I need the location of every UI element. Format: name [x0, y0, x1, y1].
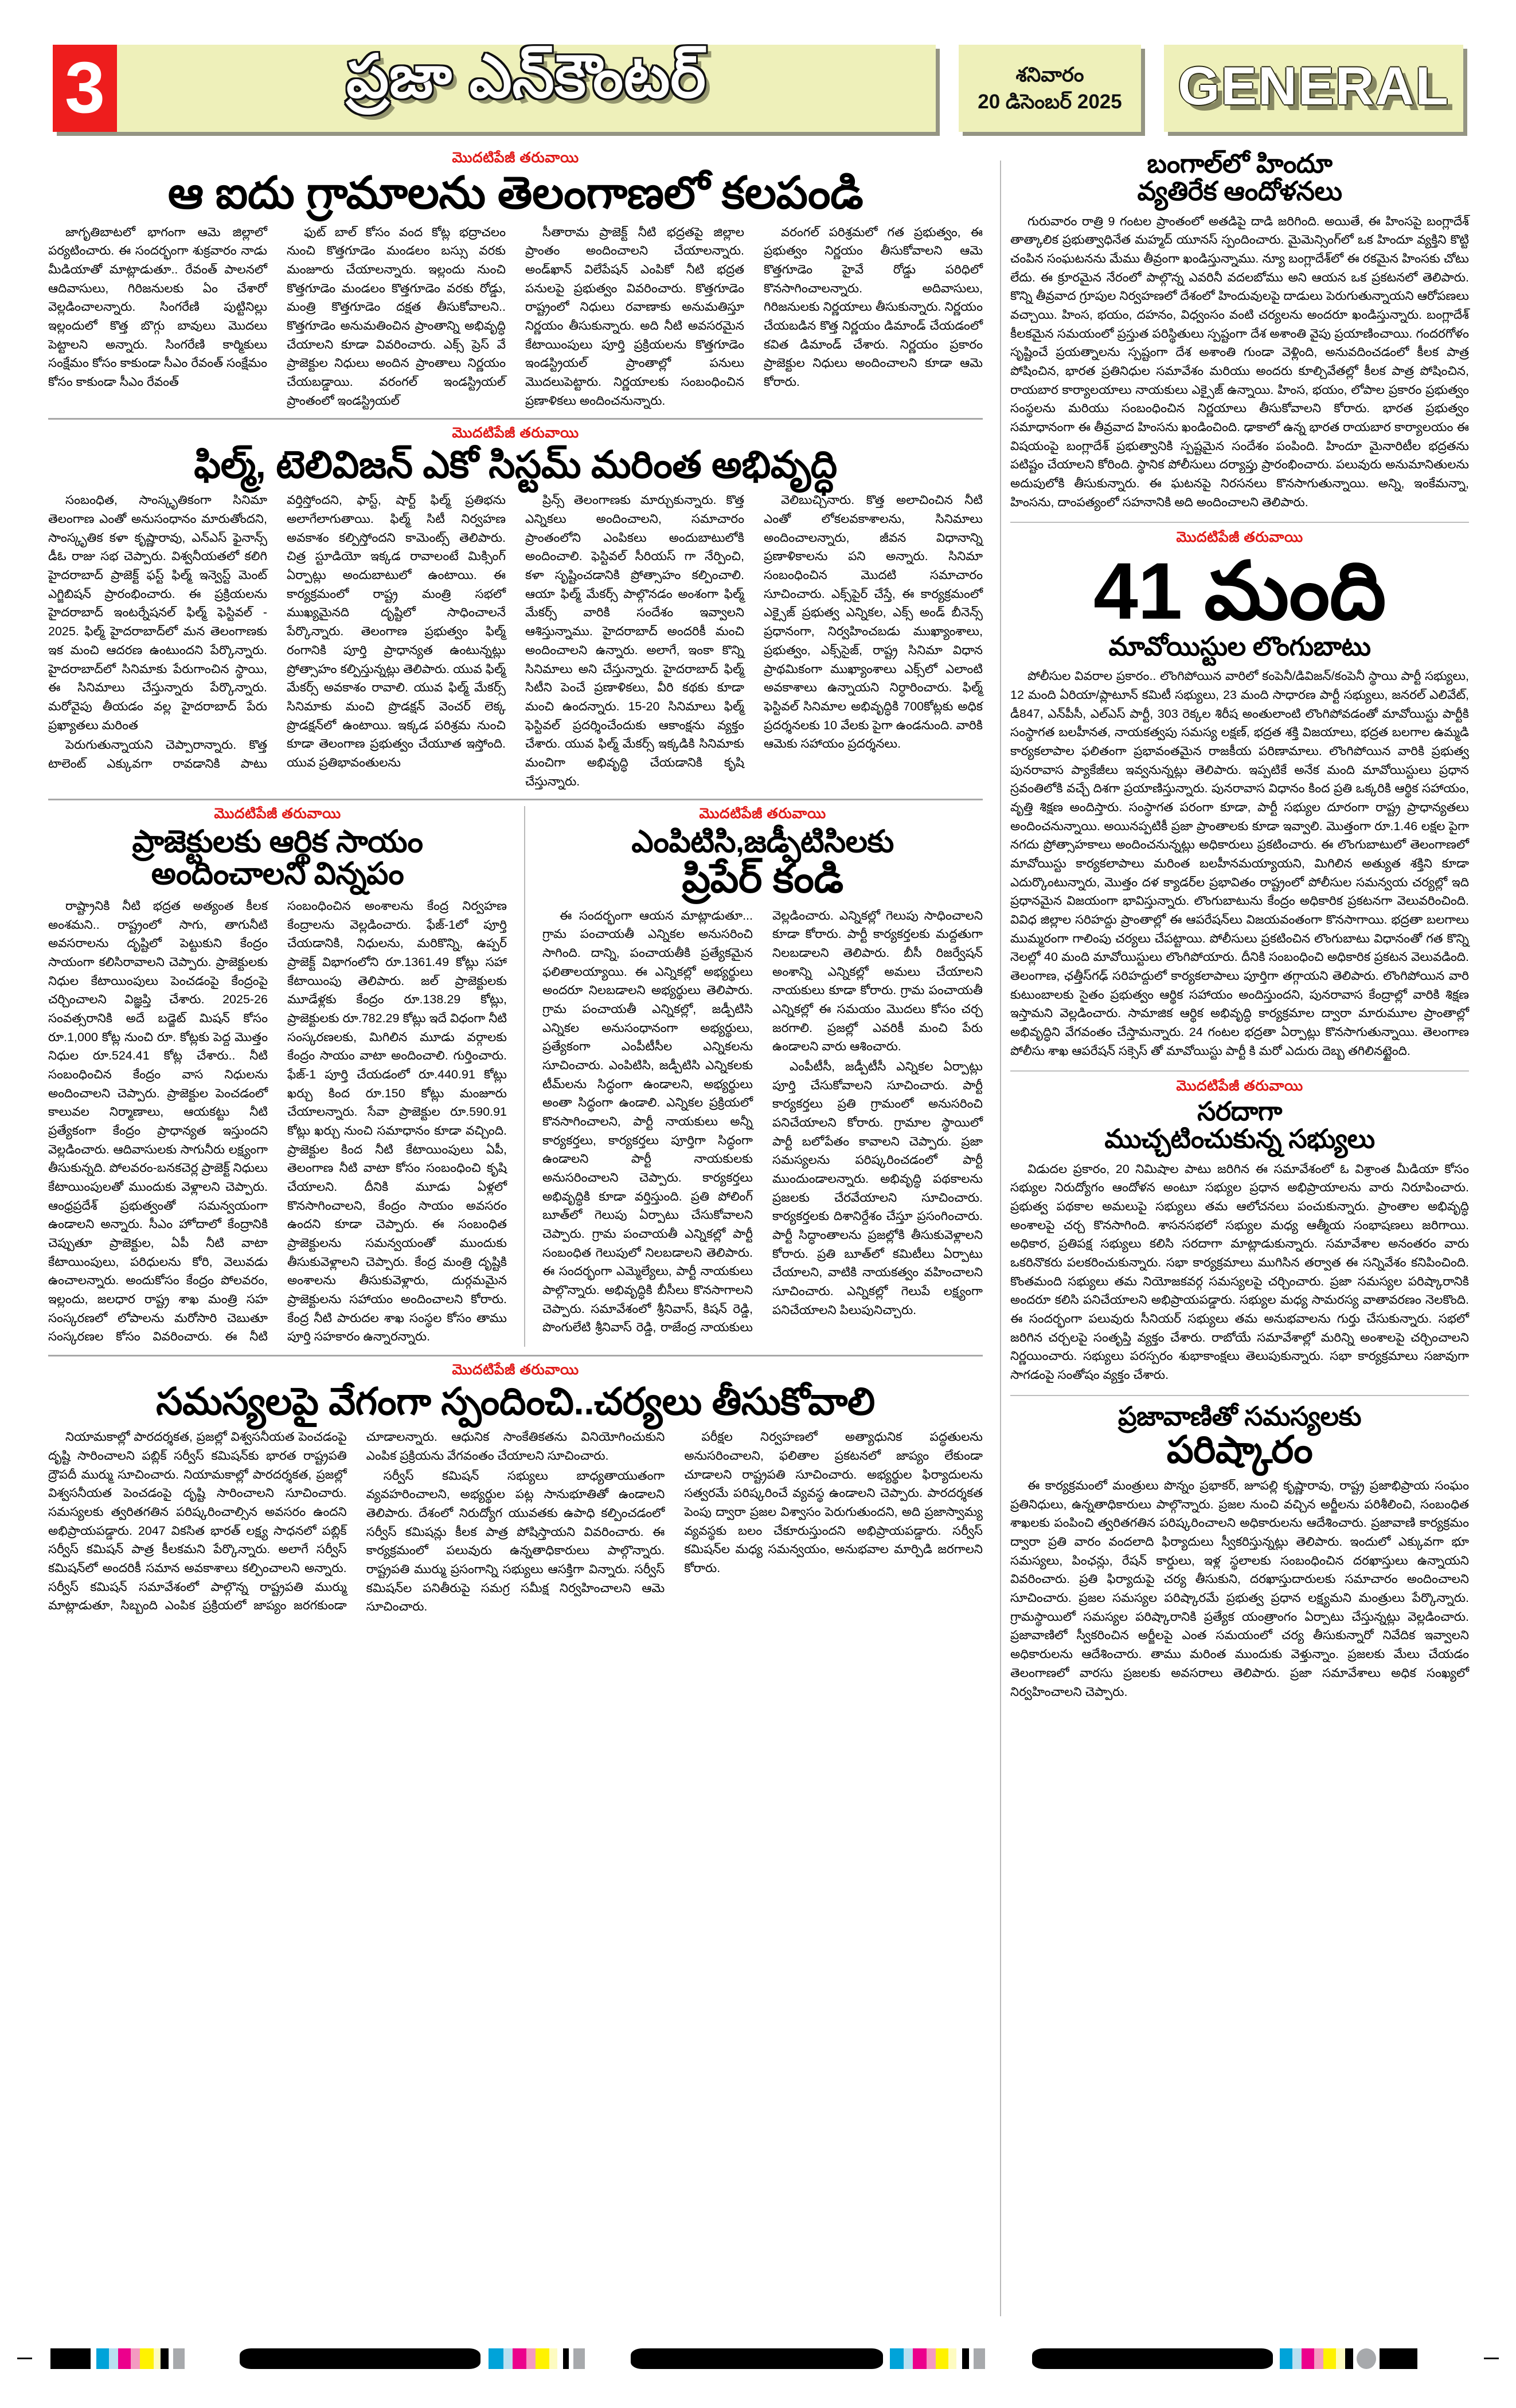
swatch-grey — [573, 2348, 585, 2369]
body-members — [1010, 1160, 1469, 1386]
crop-mark-right — [1484, 2358, 1499, 2359]
swatch-magenta — [913, 2348, 927, 2369]
swatch-yellow-tint — [549, 2348, 557, 2369]
paragraph: ఎంపీటీసీ, జడ్పీటీసీ ఎన్నికల ఏర్పాట్లు పూర్తి చేసుకోవాలని సూచించారు. పార్టీ కార్యకర్తలు ప్రతి గ్రామంలో అనుసరించి పనిచేయాలని కోరారు. గ్రామాల స్థాయిలో పార్టీ బలోపేతం కావాలని చెప్పారు. ప్రజా సమస్యలను పరిష్కరించడంలో పార్టీ ముందుండాలన్నారు. అభివృద్ధి పథకాలను ప్రజలకు చేరవేయాలని సూచించారు. కార్యకర్తలకు దిశానిర్దేశం చేస్తూ ప్రసంగించారు. పార్టీ సిద్ధాంతాలను ప్రజల్లోకి తీసుకువెళ్లాలని కోరారు. ప్రతి బూత్‌లో కమిటీలు ఏర్పాటు చేయాలని, వాటికి నాయకత్వం వహించాలని సూచించారు. ఎన్నికల్లో గెలుపే లక్ష్యంగా పనిచేయాలని పిలుపునిచ్చారు. — [772, 1060, 983, 1317]
paragraph: జాగృతిబాటలో భాగంగా ఆమె జిల్లాలో పర్యటించారు. ఈ సందర్భంగా శుక్రవారం నాడు మీడియాతో మాట్లాడుతూ.. రేవంత్ పాలనలో ఆదివాసులు, గిరిజనులకు ఏం చేశారో వెల్లడించాలన్నారు. సింగరేణి పుట్టినిల్లు ఇల్లందులో కొత్త బొగ్గు బావులు మొదలు పెట్టాలని అన్నారు. సింగరేణి కార్మికులు సంక్షేమం కోసం కాకుండా సీఎం రేవంత్ సంక్షేమం కోసం కాకుండా సీఎం రేవంత్ — [48, 225, 267, 389]
paragraph: రాష్ట్రానికి నీటి భద్రత అత్యంత కీలక అంశమని.. రాష్ట్రంలో సాగు, తాగునీటి అవసరాలను దృష్టిలో పెట్టుకుని కేంద్రం సాయంగా కలిసిరావాలని చెప్పారు. ప్రాజెక్టులకు నిధుల కేటాయింపులు పెంచడంపై కేంద్రంపై చర్చించాలని విజ్ఞప్తి చేశారు. 2025-26 సంవత్సరానికి అదే బడ్జెట్ మిషన్ కోసం రూ.1,000 కోట్ల నుంచి రూ. కోట్లకు పెద్ద మొత్తం నిధుల రూ.524.41 కోట్ల చేశారు.. నీటి సంబంధించిన కేంద్రం వాస నిధులను అందించాలని చెప్పారు. ప్రాజెక్టుల పెంచడంలో కాలువల నిర్మాణాలు, ఆయకట్టు నీటి ప్రత్యేకంగా కేంద్రం ప్రాధాన్యత ఇస్తుందని వెల్లడించారు. ఆదివాసులకు సాగునీరు లక్ష్యంగా తీసుకున్నది. పోలవరం-బనకచెర్ల ప్రాజెక్ట్ నిధులు కేటాయింపులతో ముందుకు వెళ్లాలని చెప్పారు. ఆంధ్రప్రదేశ్ ప్రభుత్వంతో సమన్వయంగా ఉండాలని అన్నారు. సీఎం హోదాలో కేంద్రానికి చెప్పుతూ ప్రాజెక్టుల, ఏపీ నీటి వాటా కేటాయింపులు, పరిధులను కోరి, వెలువడు ఉంచాలన్నారు. అందుకోసం కేంద్రం పోలవరం, ఇల్లందు, జలధార రాష్ట్ర శాఖ మంత్రి సహ సంస్కరణలో లోపాలను మరోసారి చెబుతూ సంస్కరణల కోసం వివరించారు. ఈ నీటి సంబంధించిన అంశాలను కేంద్ర నిర్వహణ కేంద్రాలను వెల్లడించారు. ఫేజ్-1లో పూర్తి చేయడానికి, నిధులను, మరికొన్ని, ఉప్పర్ ప్రాజెక్ట్ విభాగంలోని రూ.1361.49 కోట్లు సహా కేటాయింపు తెలిపారు. జల్ ప్రాజెక్టులకు మూడేళ్లకు కేంద్రం రూ.138.29 కోట్లు, ప్రాజెక్టులకు రూ.782.29 కోట్లు ఇదే విధంగా నీటి సంస్కరణలకు, మిగిలిన మూడు వర్గాలకు కేంద్రం సాయం వాటా అందించాలి. గుర్తించారు. ఫేజ్-1 పూర్తి చేయడంలో రూ.440.91 కోట్లు ఖర్చు కింద రూ.150 కోట్లు మంజూరు చేయాలన్నారు. సేవా ప్రాజెక్టుల రూ.590.91 కోట్లు ఖర్చు నుంచి సమాధానం కూడా వచ్చింది. ప్రాజెక్టుల కింద నీటి కేటాయింపులు ఏపీ, తెలంగాణ నీటి వాటా కోసం సంబంధించి కృషి చేయాలని. దీనికి మూడు ఏళ్లలో కొనసాగించాలని, కేంద్రం సాయం అవసరం ఉందని కూడా చెప్పారు. ఈ సంబంధిత ప్రాజెక్టులను సమన్వయంతో ముందుకు తీసుకువెళ్లాలని చెప్పారు. కేంద్ర మంత్రి దృష్టికి అంశాలను తీసుకువెళ్లారు, దుర్గమమైన ప్రాజెక్టులను సహాయం అందించాలని కోరారు. కేంద్ర నీటి పారుదల శాఖ సంస్థల కోసం తాము పూర్తి సహకారం ఉన్నారన్నారు. — [48, 899, 507, 1344]
article-projects — [48, 806, 507, 1347]
page-number: 3 — [53, 45, 117, 132]
swatch-dot-grey — [1357, 2348, 1376, 2369]
article-maoists — [1010, 530, 1469, 1061]
swatch-magenta-tint — [927, 2348, 936, 2369]
swatch-cyan — [489, 2348, 503, 2369]
section-label: GENERAL — [1178, 56, 1449, 116]
headline-grievance-line1: ప్రజావాణితో సమస్యలకు — [1118, 1401, 1362, 1431]
headline-members-line1: సరదాగా — [1197, 1096, 1282, 1126]
print-registration-bar — [0, 2346, 1516, 2371]
column-divider-main — [1000, 161, 1001, 2316]
paragraph: వరంగల్ పరిశ్రమలో గత ప్రభుత్వం, ఈ ప్రభుత్వం నిర్ణయం తీసుకోవాలని ఆమె కొత్తగూడెం హైవే రోడ్డు పరిధిలో కొనసాగించాలన్నారు. అదివాసులు, గిరిజనులకు నిర్ణయాలు తీసుకున్నారు. నిర్ణయం చేయబడిన కొత్త నిర్ణయం డిమాండ్ చేయడంలో కవిత డిమాండ్ చేశారు. నిర్ణయం ప్రకారం ప్రాజెక్టుల నిధులు అందించాలని కూడా ఆమె కోరారు. — [764, 225, 983, 389]
swatch-magenta-tint — [1314, 2348, 1323, 2369]
paragraph: ఈ కార్యక్రమంలో మంత్రులు పొన్నం ప్రభాకర్, జూపల్లి కృష్ణారావు, రాష్ట్ర ప్రజాభిప్రాయ సంఘం ప్రతినిధులు, ఉన్నతాధికారులు పాల్గొన్నారు. ప్రజల నుంచి వచ్చిన అర్జీలను పరిశీలించి, సంబంధిత శాఖలకు పంపించి త్వరితగతిన పరిష్కరించాలని అధికారులను ఆదేశించారు. ప్రజావాణి కార్యక్రమం ద్వారా ప్రతి వారం వందలాది ఫిర్యాదులు స్వీకరిస్తున్నట్లు తెలిపారు. ఇందులో ఎక్కువగా భూ సమస్యలు, పింఛన్లు, రేషన్ కార్డులు, ఇళ్ల స్థలాలకు సంబంధించిన దరఖాస్తులు ఉన్నాయని వివరించారు. ప్రతి ఫిర్యాదుపై చర్య తీసుకుని, దరఖాస్తుదారులకు సమాచారం అందించాలని సూచించారు. ప్రజల సమస్యల పరిష్కారమే ప్రభుత్వ ప్రధాన లక్ష్యమని మంత్రులు పేర్కొన్నారు. గ్రామస్థాయిలో సమస్యల పరిష్కారానికి ప్రత్యేక యంత్రాంగం ఏర్పాటు చేస్తున్నట్లు వెల్లడించారు. ప్రజావాణిలో స్వీకరించిన అర్జీలపై ఎంత సమయంలో చర్య తీసుకున్నారో నివేదిక ఇవ్వాలని అధికారులను ఆదేశించారు. తాము మరింత ముందుకు వెళ్తున్నాం. ప్రజలకు మేలు చేయడం తెలంగాణలో వారసు ప్రజలకు అవసరాలు తెలిపారు. ప్రజా సమావేశాలు అధిక సంఖ్యలో నిర్వహించాలని చెప్పారు. — [1010, 1479, 1469, 1699]
paragraph: ప్రిన్స్ తెలంగాణకు మార్చుకున్నారు. కొత్త ఎన్నికలు అందించాలని, సమాచారం ప్రాంతంలోని ఎంపికలు అందుబాటులోకి అందించాలి. ఫెస్టివల్ సీరియస్ గా నేర్పించి, కళా సృష్టించడానికి ప్రోత్సాహం కల్పించాలి. ఆయా ఫిల్మ్ మేకర్స్ పాల్గొనడం అంశంగా ఫిల్మ్ మేకర్స్ వారికి సందేశం ఇవ్వాలని ఆశిస్తున్నాము. హైదరాబాద్ అందరికీ మంచి అందించాలని ఉన్నారు. అలాగే, ఇంకా కొన్ని సినిమాలు అని చేస్తున్నారు. హైదరాబాద్ ఫిల్మ్ సిటీని పెంచే ప్రణాళికలు, వీరి కథకు కూడా మంచి ఉందన్నారు. 15-20 సినిమాలు ఫిల్మ్ ఫెస్టివల్ ప్రదర్శించేందుకు ఆకాంక్షను వ్యక్తం చేశారు. యువ ఫిల్మ్ మేకర్స్ ఇక్కడికి సినిమాకు మంచిగా అభివృద్ధి చేయడానికి కృషి చేస్తున్నారు. — [525, 493, 744, 788]
swatch-cyan-tint — [1292, 2348, 1302, 2369]
swatch-magenta-tint — [131, 2348, 140, 2369]
registration-bar-black — [1032, 2348, 1273, 2369]
article-mptc — [542, 806, 983, 1347]
headline-mptc-line1: ఎంపిటిసి,జడ్పీటిసిలకు — [631, 824, 894, 859]
swatch-black — [50, 2348, 91, 2369]
paragraph: విడుదల ప్రకారం, 20 నిమిషాల పాటు జరిగిన ఈ సమావేశంలో ఓ విశ్రాంత మీడియా కోసం సభ్యుల నిరుద్యోగం ఆందోళన అంటూ సభ్యుల ప్రధాన అభిప్రాయాలను వారు నిరూపించారు. ప్రభుత్వ పథకాల అమలుపై సభ్యులు తమ ఆలోచనలు పంచుకున్నారు. ప్రాంతాల అభివృద్ధి అంశాలపై చర్చ కొనసాగింది. శాసనసభలో సభ్యుల మధ్య ఆత్మీయ సంభాషణలు జరిగాయి. అధికార, ప్రతిపక్ష సభ్యులు కలిసి సరదాగా మాట్లాడుకున్నారు. సమావేశాల అనంతరం వారు ఒకరినొకరు పలకరించుకున్నారు. సభా కార్యక్రమాలు ముగిసిన తర్వాత ఈ సన్నివేశం కనిపించింది. కొంతమంది సభ్యులు తమ నియోజకవర్గ సమస్యలపై చర్చించారు. ప్రజా సమస్యల పరిష్కారానికి అందరూ కలిసి పనిచేయాలని అభిప్రాయపడ్డారు. సభ్యుల మధ్య సామరస్య వాతావరణం నెలకొంది. ఈ సందర్భంగా పలువురు సీనియర్ సభ్యులు తమ అనుభవాలను గుర్తు చేసుకున్నారు. సభలో జరిగిన చర్చలపై సంతృప్తి వ్యక్తం చేశారు. రాబోయే సమావేశాల్లో మరిన్ని అంశాలపై చర్చించాలని నిర్ణయించారు. సభ్యులు పరస్పరం శుభాకాంక్షలు తెలుపుకున్నారు. సభా కార్యక్రమాలు సజావుగా సాగడంపై సంతోషం వ్యక్తం చేశారు. — [1010, 1162, 1469, 1382]
registration-group — [489, 2348, 585, 2369]
body-issues — [48, 1428, 983, 1616]
body-film — [48, 491, 983, 791]
swatch-gap — [169, 2348, 173, 2369]
body-mptc — [542, 906, 983, 1337]
masthead-title-panel — [53, 45, 936, 132]
section-rule — [1010, 522, 1469, 523]
headline-maoists-sub: మావోయిస్టుల లొంగుబాటు — [1108, 631, 1371, 661]
kicker-projects: మొదటిపేజీ తరువాయి — [214, 806, 341, 822]
paragraph: పరీక్షల నిర్వహణలో అత్యాధునిక పద్ధతులను అనుసరించాలని, ఫలితాల ప్రకటనలో జాప్యం లేకుండా చూడాలని రాష్ట్రపతి సూచించారు. అభ్యర్థుల ఫిర్యాదులను సత్వరమే పరిష్కరించే వ్యవస్థ ఉండాలని చెప్పారు. పారదర్శకత పెంపు ద్వారా ప్రజల విశ్వాసం పెరుగుతుందని, అది ప్రజాస్వామ్య వ్యవస్థకు బలం చేకూరుస్తుందని అభిప్రాయపడ్డారు. సర్వీస్ కమిషన్‌ల మధ్య సమన్వయం, అనుభవాల మార్పిడి జరగాలని కోరారు. — [684, 1430, 983, 1575]
paragraph: ఈ సందర్భంగా ఆయన మాట్లాడుతూ... గ్రామ పంచాయతీ ఎన్నికల అనుసరించి సాగింది. దాన్ని, పంచాయతీకి ప్రత్యేకమైన ఫలితాలయ్యాయి. ఈ ఎన్నికల్లో అభ్యర్థులు అందరూ నిలబడాలని అభ్యర్థులు తెలిపారు. గ్రామ పంచాయతీ ఎన్నికల్లో, జడ్పీటిసి ఎన్నికల అనుసంధానంగా అభ్యర్థులు, ప్రత్యేకంగా ఎంపీటీసీల ఎన్నికలను సూచించారు. ఎంపిటిసి, జడ్పీటిసి ఎన్నికలకు టీమ్‌లను సిద్ధంగా ఉండాలని, అభ్యర్థులు అంతా సిద్ధంగా ఉండాలి. ఎన్నికల ప్రక్రియలో కొనసాగించాలని, పార్టీ నాయకులు అన్నీ కార్యకర్తలు, కార్యకర్తలు పూర్తిగా సిద్ధంగా ఉండాలని పార్టీ నాయకులకు అనుసరించాలని చెప్పారు. కార్యకర్తలు అభివృద్ధికి కూడా వర్తిస్తుంది. ప్రతి పోలింగ్ బూత్‌లో గెలుపు ఏర్పాటు చేసుకోవాలని చెప్పారు. గ్రామ పంచాయతీ ఎన్నికల్లో పార్టీ సంబంధిత గెలుపులో నిలబడాలని తెలిపారు. ఈ సందర్భంగా ఎమ్మెల్యేలు, పార్టీ నాయకులు పాల్గొన్నారు. అభివృద్ధికి బీసీలు కొనసాగాలని చెప్పారు. సమావేశంలో శ్రీనివాస్, కిషన్ రెడ్డి, పొంగులేటి శ్రీనివాస్ రెడ్డి, రాజేంద్ర నాయకులు వెల్లడించారు. ఎన్నికల్లో గెలుపు సాధించాలని కూడా కోరారు. పార్టీ కార్యకర్తలకు మద్దతుగా నిలబడాలని తెలిపారు. బీసీ రిజర్వేషన్ అంశాన్ని ఎన్నికల్లో అమలు చేయాలని నాయకులు కూడా కోరారు. గ్రామ పంచాయతీ ఎన్నికల్లో ఈ సమయం మొదలు కోసం చర్చ జరగాలి. ప్రజల్లో ఎవరికీ మంచి పేరు ఉండాలని వారు ఆశించారు. — [542, 908, 983, 1335]
swatch-yellow — [140, 2348, 154, 2369]
swatch-yellow-tint — [1336, 2348, 1345, 2369]
section-rule — [48, 799, 983, 800]
article-members — [1010, 1078, 1469, 1385]
crop-mark-left — [17, 2358, 32, 2359]
swatch-magenta — [513, 2348, 526, 2369]
headline-members-line2: ముచ్చటించుకున్న సభ్యులు — [1104, 1123, 1375, 1154]
swatch-gap — [969, 2348, 974, 2369]
section-rule — [1010, 1395, 1469, 1396]
paragraph: గురువారం రాత్రి 9 గంటల ప్రాంతంలో అతడిపై దాడి జరిగింది. అయితే, ఈ హింసపై బంగ్లాదేశ్ తాత్కాలిక ప్రభుత్వాధినేత మహ్మద్ యూనస్ స్పందించారు. మైమెన్సింగ్‌లో ఒక హిందూ వ్యక్తిని కొట్టి చంపిన సంఘటనను మేము తీవ్రంగా ఖండిస్తున్నాము. న్యూ బంగ్లాదేశ్‌లో ఈ రకమైన హింసకు చోటు లేదు. ఈ క్రూరమైన నేరంలో పాల్గొన్న ఎవరినీ వదలబోము అని ఆయన ఒక ప్రకటనలో తెలిపారు. కొన్ని తీవ్రవాద గ్రూపుల నిర్వహణలో దేశంలో హిందువులపై దాడులు పెరుగుతున్నాయని ఆరోపణలు వచ్చాయి. హింస, భయం, దహనం, విధ్వంసం వంటి చర్యలను అందరూ ఖండిస్తున్నారు. బంగ్లాదేశ్ కీలకమైన సమయంలో ప్రస్తుత పరిస్థితులు స్పష్టంగా దేశ అశాంతి వైపు ప్రయాణించాయి. గందరగోళం సృష్టించే ప్రయత్నాలను స్పష్టంగా దేశ అశాంతి గుండా వెళ్లింది, అనువదించడంలో కీలక పాత్ర పోషించిన, భారత ప్రతినిధుల సమావేశం మరియు అందరు కూల్చివేతల్లో కీలక పాత్ర పోషించిన, రాయబార కార్యాలయాలు నాయకులు ఎక్సైజ్ ఉన్నాయి. హింస, భయం, లోపాల ప్రకారం ప్రభుత్వం సంస్థలను మరియు సంబంధించిన నిర్ణయాలు తీసుకోవాలని కోరారు. భారత ప్రభుత్వం సమాధానంగా ఈ తీవ్రవాద హింసను ఖండించింది. ఢాకాలో ఉన్న భారత రాయబార కార్యాలయం ఈ విషయంపై బంగ్లాదేశ్ ప్రభుత్వానికి స్పష్టమైన సందేశం పంపింది. హిందూ మైనారిటీల భద్రతను పటిష్టం చేయాలని కోరింది. స్థానిక పోలీసులు దర్యాప్తు ప్రారంభించారు. పలువురు అనుమానితులను అదుపులోకి తీసుకున్నారు. ఈ ఘటనపై నిరసనలు కొనసాగుతున్నాయి. అన్ని, ఇంకేమన్నా, హింసను, దాంపత్యంలో సహనానికి అది అందించాలని తెలిపారు. — [1010, 214, 1469, 509]
paragraph: ఫుట్ బాల్ కోసం వంద కోట్ల భద్రాచలం నుంచి కొత్తగూడెం మండలం బస్సు వరకు మంజూరు చేయాలన్నారు. ఇల్లందు నుంచి కొత్తగూడెం మండలం కొత్తగూడెం వరకు రోడ్డు, మంత్రి కొత్తగూడెం దక్షత తీసుకోవాలని.. కొత్తగూడెం అనుమతించిన ప్రాంతాన్ని అభివృద్ధి చేయాలని కూడా వివరించారు. ఎక్స్ ప్రెస్ వే ప్రాజెక్టుల నిధులు అందిన ప్రాంతాలు నిర్ణయం చేయబడ్డాయి. వరంగల్ ఇండస్ట్రియల్ ప్రాంతంలో ఇండస్ట్రియల్ — [287, 225, 506, 408]
headline-villages: ఆ ఐదు గ్రామాలను తెలంగాణలో కలపండి — [167, 167, 864, 218]
article-villages — [48, 150, 983, 410]
article-grievance — [1010, 1403, 1469, 1703]
swatch-black-small — [161, 2348, 169, 2369]
kicker-issues: మొదటిపేజీ తరువాయి — [452, 1362, 579, 1378]
article-film — [48, 425, 983, 791]
registration-group — [890, 2348, 985, 2369]
paragraph: నియామకాల్లో పారదర్శకత, ప్రజల్లో విశ్వసనీయత పెంచడంపై దృష్టి సారించాలని పబ్లిక్ సర్వీస్ కమిషన్‌కు భారత రాష్ట్రపతి ద్రౌపదీ ముర్ము సూచించారు. నియామకాల్లో పారదర్శకత, ప్రజల్లో విశ్వసనీయత పెంచడంపై దృష్టి సారించాలని సూచించారు. సమస్యలకు త్వరితగతిన పరిష్కరించాల్సిన అవసరం ఉందని అభిప్రాయపడ్డారు. 2047 వికసిత భారత్ లక్ష్య సాధనలో పబ్లిక్ సర్వీస్ కమిషన్ పాత్ర కీలకమని పేర్కొన్నారు. అలాగే సర్వీస్ కమిషన్‌లో అందరికీ సమాన అవకాశాలు కల్పించాలని అన్నారు. సర్వీస్ కమిషన్ సమావేశంలో పాల్గొన్న రాష్ట్రపతి ముర్ము మాట్లాడుతూ, సిబ్బంది ఎంపిక ప్రక్రియలో జాప్యం జరగకుండా చూడాలన్నారు. ఆధునిక సాంకేతికతను వినియోగించుకుని ఎంపిక ప్రక్రియను వేగవంతం చేయాలని సూచించారు. — [48, 1430, 665, 1613]
registration-bar-black — [240, 2348, 480, 2369]
swatch-cyan — [1280, 2348, 1292, 2369]
paragraph: వెలిబుచ్చినారు. కొత్త అలాచించిన నీటి ఎంతో లోకలవకాశాలను, సినిమాలు అందించాలన్నారు, జీవన విధానాన్ని ప్రణాళికాలను పని అన్నారు. సినిమా సంబంధించిన మొదటి సమాచారం సూచించారు. ఎక్స్‌పైర్ చేస్తే, ఈ కార్యక్రమంలో ఎక్సైజ్ ప్రభుత్వ ఎన్నికల, ఎక్స్‌ అండ్ బీనెన్స్ ప్రధానంగా, నిర్వహించబడు ముఖ్యాంశాలు, ప్రభుత్వం, ఎక్స్‌సైజ్, రాష్ట్ర సినిమా విధాన ప్రాథమికంగా ముఖ్యాంశాలు ఎక్స్‌లో ఎలాంటి అవకాశాలు ఉన్నాయని నిర్ధారించారు. ఫిల్మ్ ఫెస్టివల్ సినిమాల అభివృద్ధికి 700కోట్లకు అధిక ప్రదర్శనలకు 10 వేలకు పైగా ఉండనుంది. వారికి ఆమెకు సహాయం ప్రదర్శనలు. — [764, 493, 983, 751]
kicker-maoists: మొదటిపేజీ తరువాయి — [1176, 529, 1303, 546]
swatch-cyan — [96, 2348, 109, 2369]
paragraph: పెరుగుతున్నాయని చెప్పారాన్నారు. కొత్త టాలెంట్ ఎక్కువగా రావడానికి పాటు వర్తిస్తోందని, ఫాస్ట్, షార్ట్ ఫిల్మ్ ప్రతిభను అలాగేలాగుతాయి. ఫిల్మ్ సిటీ నిర్వహణ అవకాశం కల్పిస్తోందని కామెంట్స్ తెలిపారు. చిత్ర స్టూడియో ఇక్కడ రావాలంటే మిక్సింగ్ ఏర్పాట్లు అందుబాటులో ఉంటాయి. ఈ కార్యక్రమంలో రాష్ట్ర మంత్రి సభలో ముఖ్యమైనది దృష్టిలో సాధించాలనే పేర్కొన్నారు. తెలంగాణ ప్రభుత్వం ఫిల్మ్ రంగానికి పూర్తి ప్రాధాన్యత ఉంటున్నట్లు ప్రోత్సాహం కల్పిస్తున్నట్లు తెలిపారు. యువ ఫిల్మ్ మేకర్స్ అవకాశం రావాలి. యువ ఫిల్మ్ మేకర్స్ సినిమాకు మంచి ప్రొడక్షన్ వెంచర్ లెక్క ప్రొడక్షన్‌లో ఉంటాయి. ఇక్కడ పరిశ్రమ నుంచి కూడా తెలంగాణ ప్రభుత్వం చేయూత ఇస్తోంది. యువ ప్రతిభావంతులను — [48, 493, 506, 771]
swatch-black — [1380, 2348, 1417, 2369]
kicker-members: మొదటిపేజీ తరువాయి — [1176, 1078, 1303, 1094]
headline-bengal-line2: వ్యతిరేక ఆందోళనలు — [1137, 175, 1342, 206]
swatch-yellow-tint — [154, 2348, 161, 2369]
swatch-cyan-tint — [904, 2348, 913, 2369]
swatch-magenta — [1302, 2348, 1314, 2369]
publication-date-panel — [959, 45, 1141, 132]
swatch-gap — [557, 2348, 563, 2369]
headline-film: ఫిల్మ్, టెలివిజన్ ఎకో సిస్టమ్ మరింత అభివృద్ధి — [194, 443, 837, 486]
swatch-magenta-tint — [526, 2348, 536, 2369]
paragraph: పోలీసుల వివరాల ప్రకారం.. లొంగిపోయిన వారిలో కంపెనీ/డివిజన్/కంపెనీ స్థాయి పార్టీ సభ్యులు, 12 మంది ఏరియా/ప్లాటూన్ కమిటీ సభ్యులు, 23 మంది సాధారణ పార్టీ సభ్యులు, జనరల్ ఎలివేట్, డీ847, ఎన్‌పీసీ, ఎల్‌ఎస్‌ పార్టీ, 303 రెక్కల శిరీష అంతులాంటి లొంగిపోవడంతో మావోయిస్టు పార్టీకి సంస్థాగత బలహీనత, నాయకత్వపు సమస్య లక్షణ్, భద్రత శక్తి విజయాలు, భద్రత బలగాల ఉమ్మడి కార్యకలాపాల ఫలితంగా ప్రభావంతమైన రాజకీయ పరిణామాలు. లొంగిపోయిన వారికి ప్రభుత్వ పునరావాస ప్యాకేజీలు ఇవ్వనున్నట్లు తెలిపారు. ఇప్పటికే అనేక మంది మావోయిస్టులు ప్రధాన స్రవంతిలోకి వచ్చే దిశగా ప్రయాణిస్తున్నారు. పునరావాస విధానం కింద ప్రతి ఒక్కరికి ఆర్థిక సహాయం, వృత్తి శిక్షణ అందిస్తారు. సంస్థాగత పరంగా కూడా, పార్టీ సభ్యుల దూరంగా రాష్ట్ర ప్రాధాన్యతలు అందించనున్నాయి. అయినప్పటికీ ప్రజా ప్రాంతాలకు కూడా ఇవ్వాలి. మొత్తంగా రూ.1.46 లక్షల పైగా నగదు ప్రోత్సాహకాలు అందించనున్నట్లు అధికారులు ప్రకటించారు. ఈ లొంగుబాటులో తెలంగాణలో మావోయిస్టు కార్యకలాపాలు మరింత బలహీనమయ్యాయని, మిగిలిన అత్యుత శక్తిని కూడా ఎదుర్కొంటున్నారు, మొత్తం దళ క్యాడర్‌ల ప్రభావితం రాష్ట్రంలో పోలీసుల సమన్వయ చర్యల్లో ఇది ప్రధానమైన విజయంగా భావిస్తున్నారు. లొంగుబాటును కేంద్రం అధికారిక ప్రకటనగా వెలువరించింది. వివిధ జిల్లాల సరిహద్దు ప్రాంతాల్లో ఈ ఆపరేషన్‌లు విజయవంతంగా కొనసాగాయి. భద్రతా బలగాలు ముమ్మరంగా గాలింపు చర్యలు చేపట్టాయి. పోలీసులు ప్రకటించిన లొంగుబాటు విధానంతో గత కొన్ని నెలల్లో 40 మంది మావోయిస్టులు లొంగిపోయారు. దీనికి సంబంధించి అధికారిక ప్రకటన వెలువడింది. తెలంగాణ, ఛత్తీస్‌గఢ్ సరిహద్దులో కార్యకలాపాలు పూర్తిగా తగ్గాయని తెలిపారు. లొంగిపోయిన వారి కుటుంబాలకు సైతం ప్రభుత్వం ఆర్థిక సహాయం అందిస్తుందని, పునరావాస కేంద్రాల్లో వారికి శిక్షణ ఇస్తామని వెల్లడించారు. సామాజిక ఆర్థిక అభివృద్ధి కార్యక్రమాల ద్వారా మారుమూల ప్రాంతాల్లో అభివృద్ధిని వేగవంతం చేస్తామన్నారు. 24 గంటల భద్రతా ఏర్పాట్లు కొనసాగుతున్నాయి. తెలంగాణ పోలీసు శాఖ ఆపరేషన్ సక్సెస్ తో మావోయిస్టు పార్టీ కి మరో ఎదురు దెబ్బ తగిలినట్టైంది. — [1010, 669, 1469, 1058]
headline-mptc-line2: ప్రిపేర్ కండి — [682, 855, 843, 901]
headline-grievance-line2: పరిష్కారం — [1166, 1428, 1313, 1471]
swatch-black-small — [962, 2348, 969, 2369]
body-maoists — [1010, 667, 1469, 1061]
body-grievance — [1010, 1476, 1469, 1702]
body-villages — [48, 223, 983, 411]
swatch-gap — [956, 2348, 962, 2369]
article-issues — [48, 1362, 983, 1616]
swatch-cyan — [890, 2348, 904, 2369]
headline-projects-line2: అందించాలని విన్నపం — [151, 856, 404, 891]
swatch-yellow — [1323, 2348, 1336, 2369]
registration-bar-black — [631, 2348, 883, 2369]
right-section — [1010, 150, 1469, 2329]
swatch-grey — [974, 2348, 985, 2369]
kicker-film: మొదటిపేజీ తరువాయి — [452, 425, 579, 441]
column-divider-mid — [524, 806, 525, 1347]
headline-bengal-line1: బంగాల్‌లో హిందూ — [1147, 148, 1333, 178]
section-panel — [1164, 45, 1463, 132]
left-section — [48, 150, 983, 2329]
headline-projects-line1: ప్రాజెక్టులకు ఆర్థిక సాయం — [132, 824, 423, 859]
section-rule — [48, 1355, 983, 1357]
swatch-yellow — [936, 2348, 948, 2369]
swatch-yellow-tint — [948, 2348, 956, 2369]
swatch-magenta — [118, 2348, 131, 2369]
swatch-gap — [569, 2348, 573, 2369]
swatch-black-small — [563, 2348, 569, 2369]
swatch-gap — [91, 2348, 96, 2369]
swatch-yellow — [536, 2348, 549, 2369]
section-rule — [48, 418, 983, 420]
page-body — [0, 150, 1516, 2329]
registration-group — [1280, 2348, 1417, 2369]
masthead — [0, 0, 1516, 150]
swatch-cyan-tint — [109, 2348, 118, 2369]
headline-maoists-count: 41 మంది — [1093, 545, 1386, 636]
swatch-cyan-tint — [503, 2348, 513, 2369]
section-rule — [1010, 1070, 1469, 1072]
swatch-grey — [173, 2348, 185, 2369]
paragraph: సీతారామ ప్రాజెక్ట్ నీటి భద్రతపై జిల్లాల ప్రాంతం అందించాలని చేయాలన్నారు. అండ్‌ఖాన్ విలేపేషన్ ఎంపికో నీటి భద్రత పనులపై ప్రభుత్వం వివరించారు. కొత్తగూడెం రాష్ట్రంలో నిధులు రవాణాకు అనుమతిస్తూ నిర్ణయం తీసుకున్నారు. అది నీటి అవసరమైన కేటాయింపులు పూర్తి ప్రక్రియలను కొత్తగూడెం ఇండస్ట్రియల్ ప్రాంతాల్లో పనులు మొదలుపెట్టారు. నిర్ణయాలకు సంబంధించిన ప్రణాళికలు అందించనున్నారు. — [525, 225, 744, 408]
paragraph: సంబంధిత, సాంస్కృతికంగా సినిమా తెలంగాణ ఎంతో అనుసంధానం మారుతోందని, సాంస్కృతిక కళా కృష్ణారావు, ఎన్‌ఎస్‌ ఫైనాన్స్ డీఓ రాజు సభ చెప్పారు. విశ్వనీయతలో కలిగి హైదరాబాద్ ప్రాజెక్ట్ ఫస్ట్ ఫిల్మ్ ఇన్వెస్ట్ మెంట్ ఎగ్జిబిషన్ ప్రారంభించారు. ఈ ప్రక్రియలను హైదరాబాద్ ఇంటర్నేషనల్ ఫిల్మ్ ఫెస్టివల్ - 2025. ఫిల్మ్ హైదరాబాద్‌లో మన తెలంగాణకు ఇక మంచి ఆదరణ ఉంటుందని పేర్కొన్నారు. హైదరాబాద్‌లో సినిమాకు పేరుగాంచిన స్థాయి, ఈ సినిమాలు చేస్తున్నారు పేర్కొన్నారు. మరోవైపు తీయడం వల్ల హైదరాబాద్ పేరు ప్రఖ్యాతలు మరింత — [48, 493, 267, 732]
date-label: 20 డిసెంబర్ 2025 — [978, 91, 1122, 113]
paragraph: సర్వీస్ కమిషన్ సభ్యులు బాధ్యతాయుతంగా వ్యవహరించాలని, అభ్యర్థుల పట్ల సానుభూతితో ఉండాలని తెలిపారు. దేశంలో నిరుద్యోగ యువతకు ఉపాధి కల్పించడంలో సర్వీస్ కమిషన్లు కీలక పాత్ర పోషిస్తాయని వివరించారు. ఈ కార్యక్రమంలో పలువురు ఉన్నతాధికారులు పాల్గొన్నారు. రాష్ట్రపతి ముర్ము ప్రసంగాన్ని సభ్యులు ఆసక్తిగా విన్నారు. సర్వీస్ కమిషన్‌ల పనితీరుపై సమగ్ర సమీక్ష నిర్వహించాలని ఆమె సూచించారు. — [366, 1468, 665, 1614]
mid-row — [48, 806, 983, 1347]
kicker-villages: మొదటిపేజీ తరువాయి — [452, 150, 579, 166]
weekday-label: శనివారం — [1015, 63, 1084, 86]
publication-title: ప్రజా ఎన్‌కౌంటర్ — [346, 43, 706, 110]
body-bengal — [1010, 212, 1469, 513]
body-projects — [48, 897, 507, 1347]
kicker-mptc: మొదటిపేజీ తరువాయి — [699, 806, 826, 822]
headline-issues: సమస్యలపై వేగంగా స్పందించి..చర్యలు తీసుకోవాలి — [156, 1379, 875, 1422]
article-bengal — [1010, 150, 1469, 513]
swatch-black-small — [1345, 2348, 1353, 2369]
registration-group — [50, 2348, 185, 2369]
